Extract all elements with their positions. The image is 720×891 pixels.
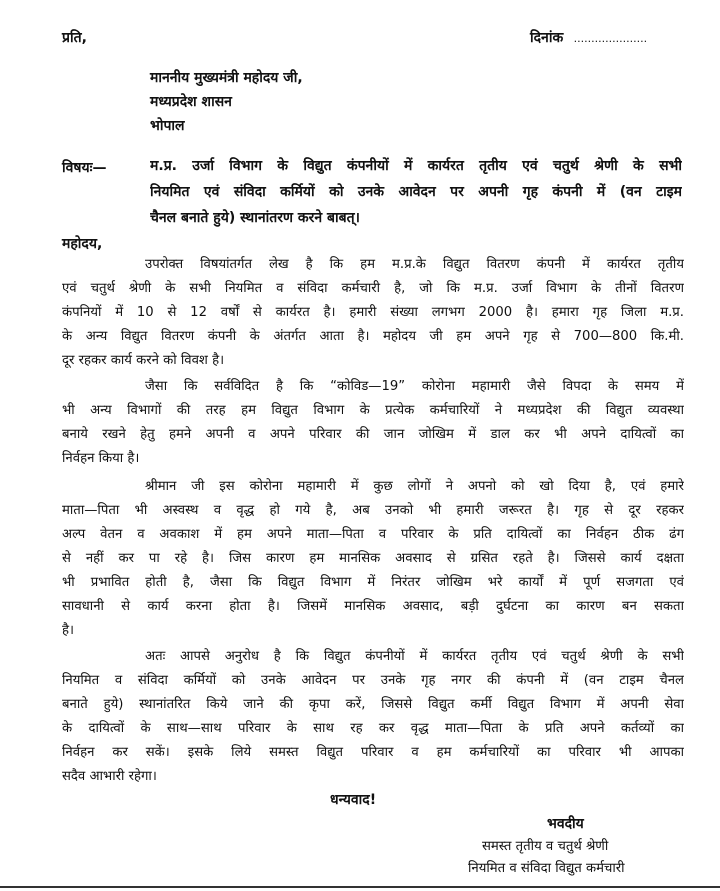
para3-line4: से नहीं कर पा रहे है। जिस कारण हम मानसिक अवसाद से ग्रसित रहते है। जिससे कार्य दक्षता xyxy=(62,551,684,566)
yours-faithfully: भवदीय xyxy=(547,816,584,832)
prati-label: प्रति, xyxy=(62,30,87,46)
salutation: महोदय, xyxy=(62,236,103,252)
addressee-line-3: भोपाल xyxy=(150,118,185,134)
para4-line4: के दायित्वों के साथ—साथ परिवार के साथ रह कर वृद्ध माता—पिता के प्रति अपने कर्तव्यों का xyxy=(62,721,684,736)
subject-line-3: चैनल बनाते हुये) स्थानांतरण करने बाबत्। xyxy=(150,210,360,226)
addressee-line-2: मध्यप्रदेश शासन xyxy=(150,94,232,110)
para2-line4: निर्वहन किया है। xyxy=(62,451,140,466)
para3-line7: है। xyxy=(62,623,75,638)
para1-line4: के अन्य विद्युत वितरण कंपनी के अंतर्गत आता है। महोदय जी हम अपने गृह से 700—800 कि.मी. xyxy=(62,329,684,344)
para4-line1: अतः आपसे अनुरोध है कि विद्युत कंपनीयों में कार्यरत तृतीय एवं चतुर्थ श्रेणी के सभी xyxy=(145,649,684,664)
para1-line3: कंपनियों में 10 से 12 वर्षों से कार्यरत है। हमारी संख्या लगभग 2000 है। हमारा गृह जिला म.प्र. xyxy=(62,305,684,320)
para1-line1: उपरोक्त विषयांतर्गत लेख है कि हम म.प्र.के विद्युत वितरण कंपनी में कार्यरत तृतीय xyxy=(145,257,684,272)
para4-line2: नियमित व संविदा कर्मियों को उनके आवेदन पर उनके गृह नगर की कंपनी में (वन टाइम चैनल xyxy=(62,673,684,688)
signatory-line-1: समस्त तृतीय व चतुर्थ श्रेणी xyxy=(482,839,609,854)
para3-line5: भी प्रभावित होती है, जैसा कि विद्युत विभाग में निरंतर जोखिम भरे कार्यों में पूर्ण सजगता एवं xyxy=(62,575,684,590)
para4-line5: निर्वहन कर सकें। इसके लिये समस्त विद्युत परिवार व हम कर्मचारियों का परिवार भी आपका xyxy=(62,745,684,760)
thanks: धन्यवाद! xyxy=(330,792,377,808)
date-value: ..................... xyxy=(573,32,648,45)
para3-line2: माता—पिता भी अस्वस्थ व वृद्ध हो गये है, अब उनको भी हमारी जरूरत है। गृह से दूर रहकर xyxy=(62,503,684,518)
date-field xyxy=(530,28,647,47)
subject-line-2: नियमित एवं संविदा कर्मियों को उनके आवेदन पर अपनी गृह कंपनी में (वन टाइम xyxy=(150,184,682,200)
subject-label: विषयः— xyxy=(62,160,107,176)
para1-line5: दूर रहकर कार्य करने को विवश है। xyxy=(62,353,225,368)
signatory-line-2: नियमित व संविदा विद्युत कर्मचारी xyxy=(468,861,625,876)
date-label: दिनांक xyxy=(530,30,564,46)
para4-line3: बनाते हुये) स्थानांतरित किये जाने की कृपा करें, जिससे विद्युत कर्मी विद्युत विभाग में अपनी सेवा xyxy=(62,697,684,712)
para2-line2: भी अन्य विभागों की तरह हम विद्युत विभाग के प्रत्येक कर्मचारियों ने मध्यप्रदेश की विद्युत व्यवस्था xyxy=(62,403,684,418)
para3-line1: श्रीमान जी इस कोरोना महामारी में कुछ लोगों ने अपनो को खो दिया है, एवं हमारे xyxy=(145,479,684,494)
subject-line-1: म.प्र. उर्जा विभाग के विद्युत कंपनीयों में कार्यरत तृतीय एवं चतुर्थ श्रेणी के सभी xyxy=(150,158,682,174)
addressee-line-1: माननीय मुख्यमंत्री महोदय जी, xyxy=(150,70,303,86)
para4-line6: सदैव आभारी रहेगा। xyxy=(62,769,157,784)
para2-line1: जैसा कि सर्वविदित है कि “कोविड—19” कोरोना महामारी जैसे विपदा के समय में xyxy=(145,379,684,394)
para2-line3: बनाये रखने हेतु हमने अपनी व अपने परिवार की जान जोखिम में डाल कर भी अपने दायित्वों का xyxy=(62,427,684,442)
para1-line2: एवं चतुर्थ श्रेणी के सभी नियमित व संविदा कर्मचारी है, जो कि म.प्र. उर्जा विभाग के तीनों वितरण xyxy=(62,281,684,296)
para3-line6: सावधानी से कार्य करना होता है। जिसमें मानसिक अवसाद, बड़ी दुर्घटना का कारण बन सकता xyxy=(62,599,684,614)
bottom-edge-line xyxy=(0,886,720,888)
para3-line3: अल्प वेतन व अवकाश में हम अपने माता—पिता व परिवार के प्रति दायित्वों का निर्वहन ठीक ढंग xyxy=(62,527,684,542)
